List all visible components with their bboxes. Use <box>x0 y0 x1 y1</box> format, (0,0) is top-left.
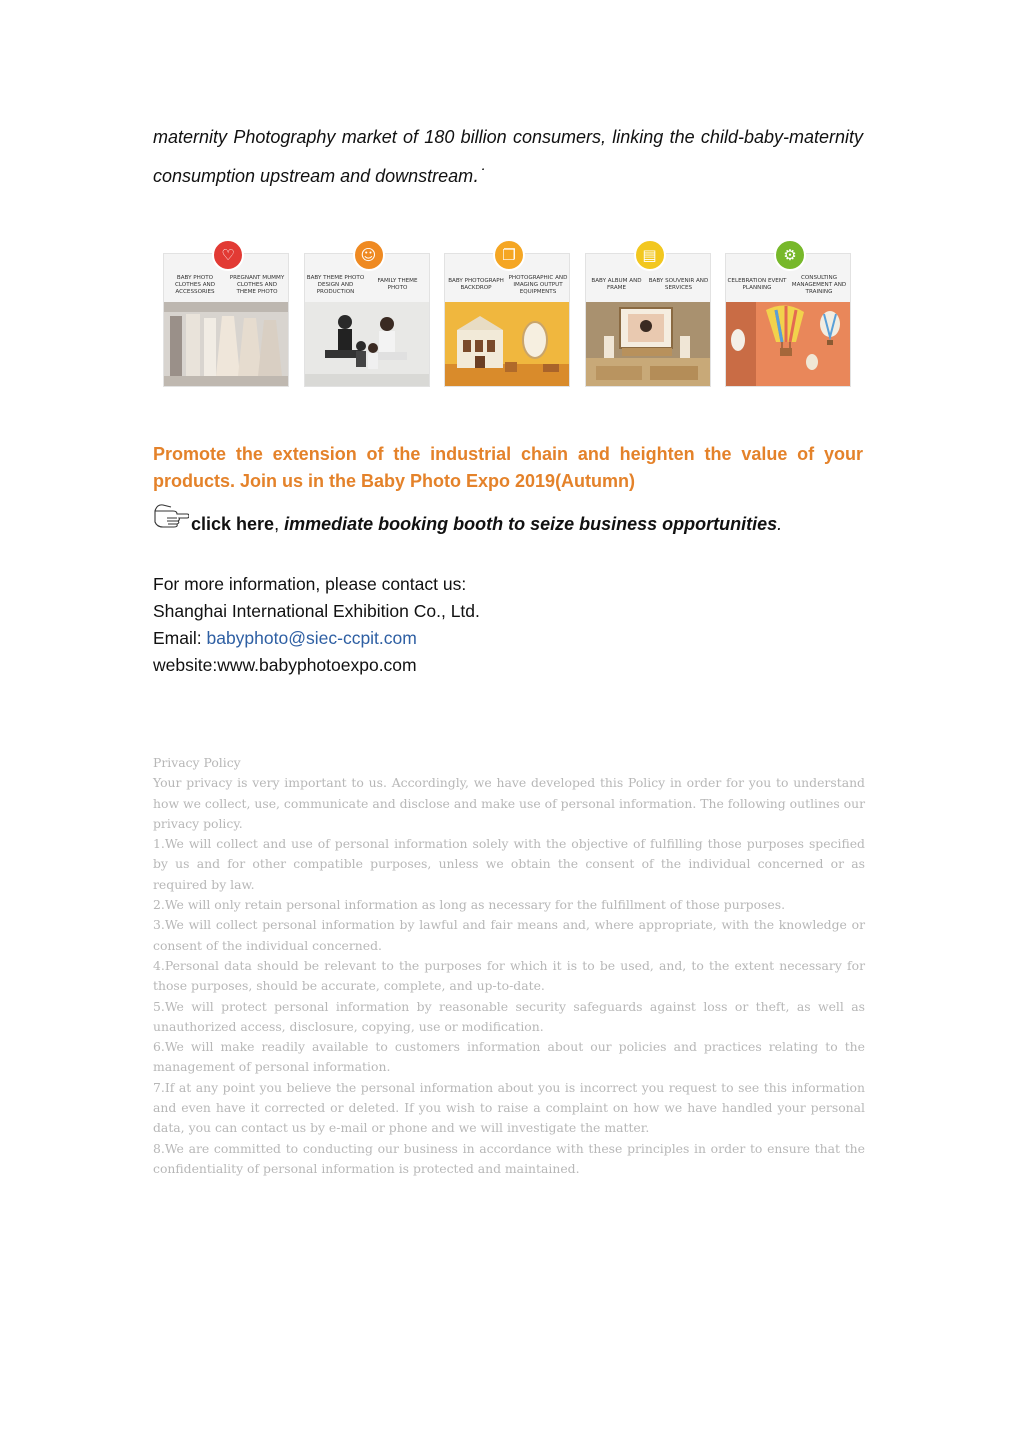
contact-heading: For more information, please contact us: <box>153 574 467 594</box>
privacy-item: 5.We will protect personal information by reasonable security safeguards against loss or theft, as well as unauthorized access, disclosure, copying, use or modification. <box>153 998 865 1034</box>
category-label: BABY PHOTO CLOTHES AND ACCESSORIES <box>174 274 216 295</box>
privacy-item: 2.We will only retain personal information as long as necessary for the fulfillment of those purposes. <box>153 897 786 913</box>
company-name: Shanghai International Exhibition Co., Ltd. <box>153 601 480 621</box>
baby-icon: ☺ <box>353 239 385 271</box>
category-label: CELEBRATION EVENT PLANNING <box>727 278 787 291</box>
website-line: website:www.babyphotoexpo.com <box>153 655 417 675</box>
privacy-item: 1.We will collect and use of personal information solely with the objective of fulfilling those purposes specified by us and for other compatible purposes, unless we obtain the consent of the individual concerned or as required by law. <box>153 836 865 892</box>
privacy-item: 6.We will make readily available to customers information about our policies and practices relating to the management of personal information. <box>153 1039 865 1075</box>
category-labels <box>726 270 850 300</box>
email-label: Email: <box>153 628 207 648</box>
privacy-item: 4.Personal data should be relevant to the purposes for which it is to be used, and, to the extent necessary for those purposes, should be accurate, complete, and up-to-date. <box>153 957 865 994</box>
category-labels <box>164 270 288 300</box>
category-label: FAMILY THEME PHOTO <box>377 278 418 291</box>
privacy-item: 3.We will collect personal information by lawful and fair means and, where appropriate, with the knowledge or consent of the individual concerned. <box>153 917 865 953</box>
privacy-title: Privacy Policy <box>153 755 241 770</box>
promo-heading: Promote the extension of the industrial chain and heighten the value of your products. Join us in the Baby Photo Expo 2019(Autumn) <box>153 444 863 491</box>
category-photo <box>305 302 429 386</box>
category-card <box>304 246 430 387</box>
cta-rest-text: immediate booking booth to seize business opportunities <box>284 514 778 534</box>
category-label: BABY ALBUM AND FRAME <box>591 278 642 291</box>
gear-icon: ⚙ <box>774 239 806 271</box>
category-photo <box>164 302 288 386</box>
email-line <box>153 625 480 652</box>
click-here-link[interactable]: click here <box>191 514 275 534</box>
album-icon: ▤ <box>634 239 666 271</box>
category-labels <box>305 270 429 300</box>
category-label: BABY SOUVENIR AND SERVICES <box>648 278 709 291</box>
category-label: PHOTOGRAPHIC AND IMAGING OUTPUT EQUIPMENTS <box>508 274 568 295</box>
category-card <box>725 246 851 387</box>
shirt-icon: ♡ <box>212 239 244 271</box>
category-card <box>163 246 289 387</box>
email-link[interactable]: babyphoto@siec-ccpit.com <box>206 628 417 648</box>
category-label: BABY PHOTOGRAPH BACKDROP <box>448 278 504 291</box>
contact-block <box>153 571 480 679</box>
category-photo <box>586 302 710 386</box>
category-photo <box>726 302 850 386</box>
category-strip <box>163 238 853 388</box>
intro-paragraph: maternity Photography market of 180 billion consumers, linking the child-baby-maternity consumption upstream and downstream․˙ <box>153 127 863 186</box>
cta-end: . <box>777 514 783 534</box>
category-card <box>585 246 711 387</box>
category-label: CONSULTING MANAGEMENT AND TRAINING <box>791 274 847 295</box>
category-label: BABY THEME PHOTO DESIGN AND PRODUCTION <box>306 274 365 295</box>
gift-icon: ❐ <box>493 239 525 271</box>
category-labels <box>586 270 710 300</box>
category-label: PREGNANT MUMMY CLOTHES AND THEME PHOTO <box>229 274 285 295</box>
privacy-intro: Your privacy is very important to us. Accordingly, we have developed this Policy in order for you to understand how we collect, use, communicate and disclose and make use of personal information. The following outlines our privacy policy. <box>153 775 865 831</box>
booking-cta <box>153 500 863 540</box>
cta-text <box>191 514 782 535</box>
category-labels <box>445 270 569 300</box>
privacy-item: 8.We are committed to conducting our business in accordance with these principles in order to ensure that the confidentiality of personal information is protected and maintained. <box>153 1140 865 1176</box>
privacy-policy <box>153 753 865 1179</box>
cta-comma: , <box>274 514 285 534</box>
category-photo <box>445 302 569 386</box>
privacy-item: 7.If at any point you believe the personal information about you is incorrect you request to see this information and even have it corrected or deleted. If you wish to raise a complaint on how we have handled your personal data, you can contact us by e-mail or phone and we will investigate the matter. <box>153 1079 865 1136</box>
category-card <box>444 246 570 387</box>
pointing-hand-icon <box>153 502 189 528</box>
